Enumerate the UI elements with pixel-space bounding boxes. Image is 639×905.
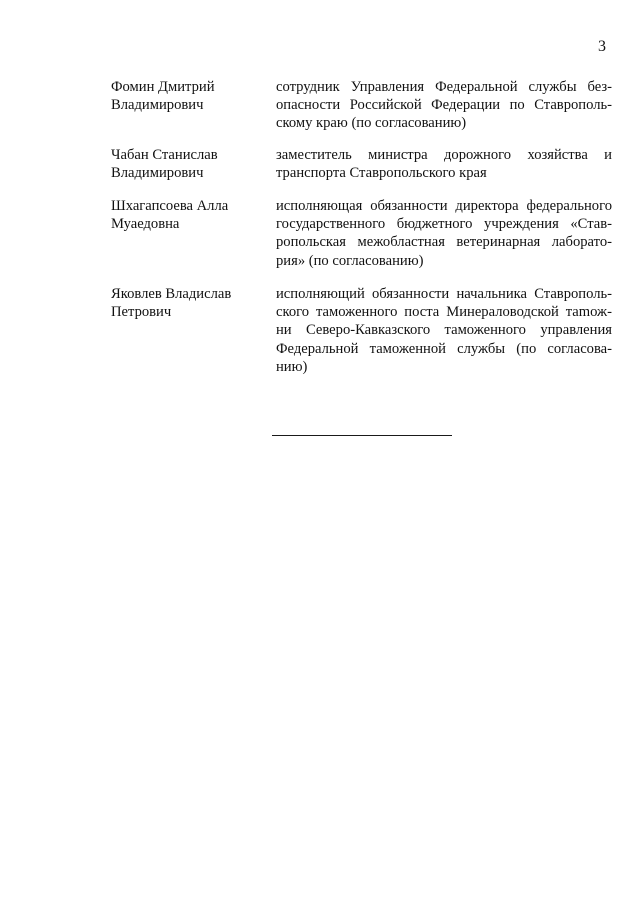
member-position-line: опасности Российской Федерации по Ставрополь- xyxy=(276,97,612,114)
member-position-line: государственного бюджетного учреждения «Став- xyxy=(276,216,612,233)
member-name-line: Владимирович xyxy=(111,165,204,182)
page-number: 3 xyxy=(598,38,606,55)
member-position-line: заместитель министра дорожного хозяйства и xyxy=(276,147,612,163)
member-position-line: исполняющая обязанности директора федерального xyxy=(276,198,612,214)
member-name-line: Чабан Станислав xyxy=(111,147,218,163)
member-position-line: ни Северо-Кавказского таможенного управления xyxy=(276,322,612,339)
member-name-line: Шхагапсоева Алла xyxy=(111,198,229,214)
member-name xyxy=(111,146,261,182)
member-position-line: рия» (по согласованию) xyxy=(276,252,424,269)
member-position xyxy=(276,146,612,182)
member-name-line: Яковлев Владислав xyxy=(111,286,232,302)
member-name xyxy=(111,197,261,233)
member-name xyxy=(111,78,261,114)
member-position-line: исполняющий обязанности начальника Ставрополь- xyxy=(276,286,612,302)
member-position-line: Федеральной таможенной службы (по согласова- xyxy=(276,340,612,357)
member-name-line: Фомин Дмитрий xyxy=(111,79,215,95)
member-position xyxy=(276,285,612,376)
member-position-line: ского таможенного поста Минераловодской таmож- xyxy=(276,304,612,321)
member-position xyxy=(276,78,612,133)
member-name-line: Петрович xyxy=(111,304,172,321)
member-position-line: нию) xyxy=(276,358,308,375)
member-position-line: ропольская межобластная ветеринарная лаборато- xyxy=(276,234,612,251)
member-position xyxy=(276,197,612,270)
member-position-line: транспорта Ставропольского края xyxy=(276,165,487,182)
member-name-line: Владимирович xyxy=(111,97,204,114)
member-position-line: скому краю (по согласованию) xyxy=(276,115,467,132)
member-name-line: Муаедовна xyxy=(111,216,180,233)
member-position-line: сотрудник Управления Федеральной службы без- xyxy=(276,79,612,95)
member-name xyxy=(111,285,261,321)
end-divider-line xyxy=(272,435,452,436)
